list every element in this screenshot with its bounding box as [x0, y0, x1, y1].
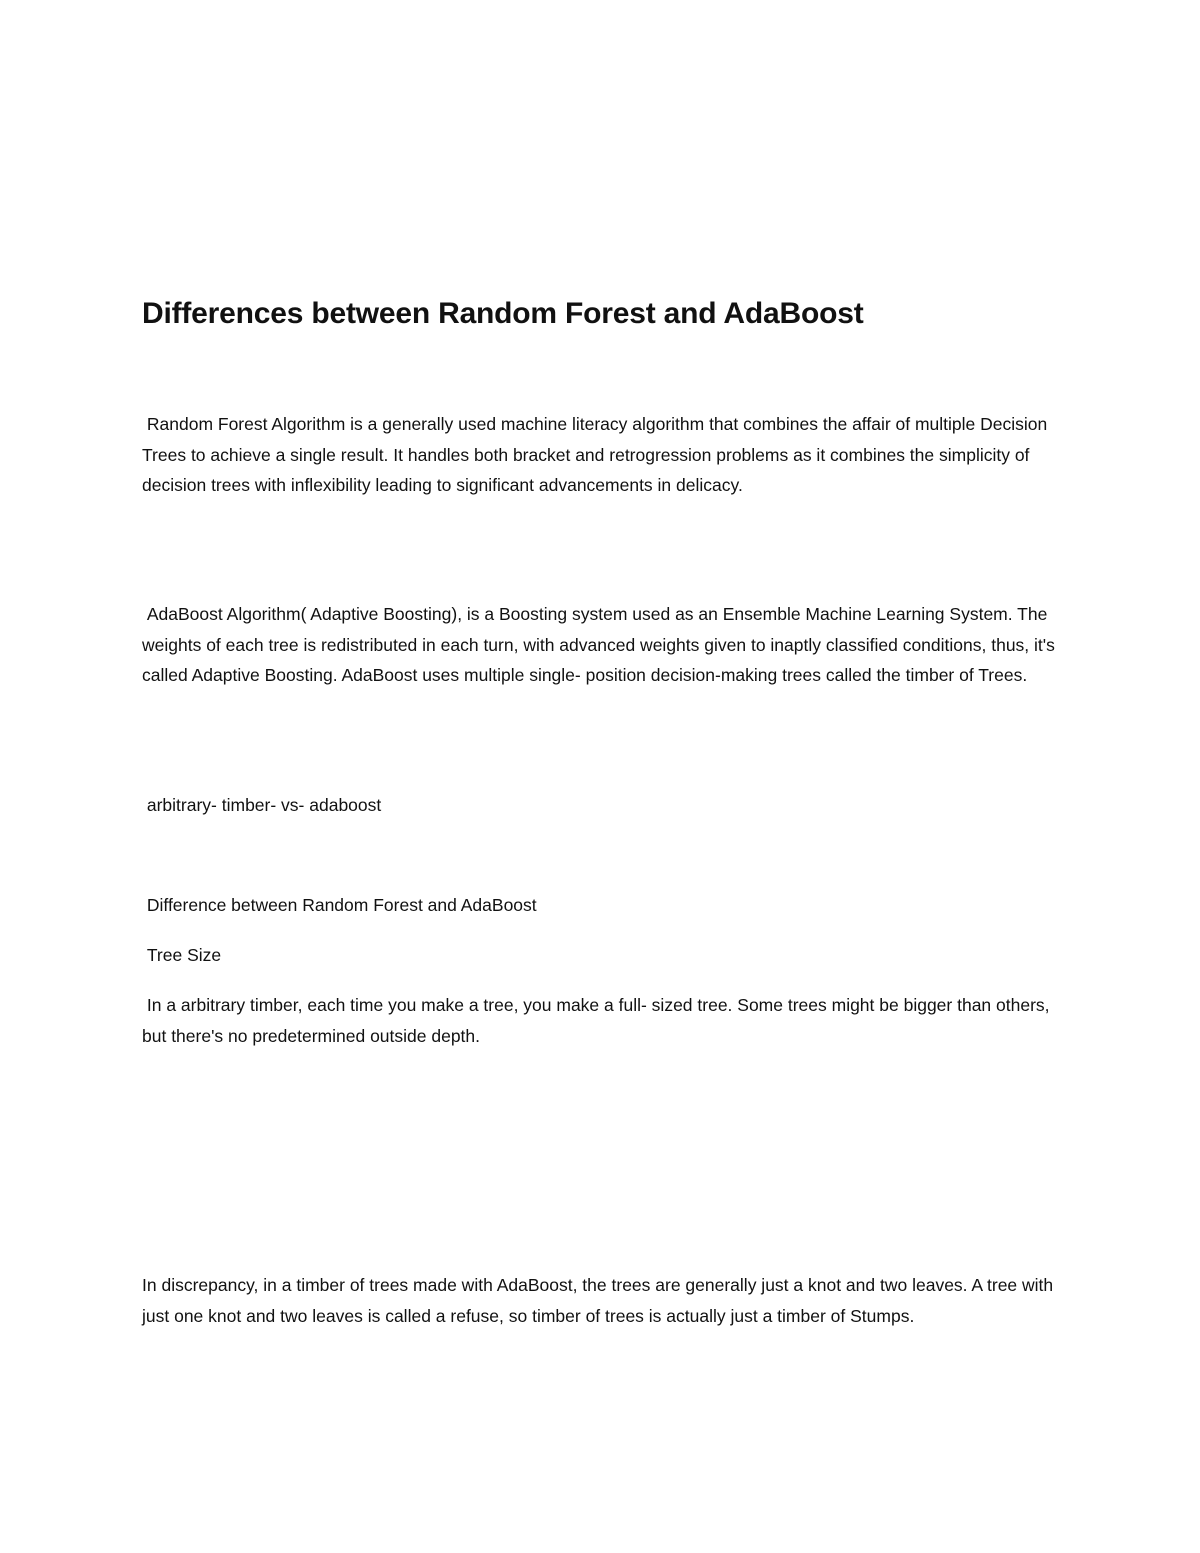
tree-size-heading: Tree Size [142, 945, 222, 965]
document-title: Differences between Random Forest and AdaBoost [142, 297, 864, 330]
tree-size-paragraph: In a arbitrary timber, each time you make a tree, you make a full- sized tree. Some trees might be bigger than others, but there's no predetermined outside depth. [142, 995, 1055, 1046]
adaboost-paragraph: AdaBoost Algorithm( Adaptive Boosting), is a Boosting system used as an Ensemble Machine Learning System. The weights of each tree is redistributed in each turn, with advanced weights given to inaptly classified conditions, thus, it's called Adaptive Boosting. AdaBoost uses multiple single- position decision-making trees called the timber of Trees. [142, 604, 1060, 685]
difference-heading: Difference between Random Forest and AdaBoost [142, 895, 537, 915]
image-caption-text: arbitrary- timber- vs- adaboost [142, 795, 382, 815]
random-forest-paragraph: Random Forest Algorithm is a generally used machine literacy algorithm that combines the affair of multiple Decision Trees to achieve a single result. It handles both bracket and retrogression problems as it combines the simplicity of decision trees with inflexibility leading to significant advancements in delicacy. [142, 414, 1052, 495]
discrepancy-paragraph: In discrepancy, in a timber of trees made with AdaBoost, the trees are generally just a knot and two leaves. A tree with just one knot and two leaves is called a refuse, so timber of trees is actually just a timber of Stumps. [142, 1275, 1059, 1326]
